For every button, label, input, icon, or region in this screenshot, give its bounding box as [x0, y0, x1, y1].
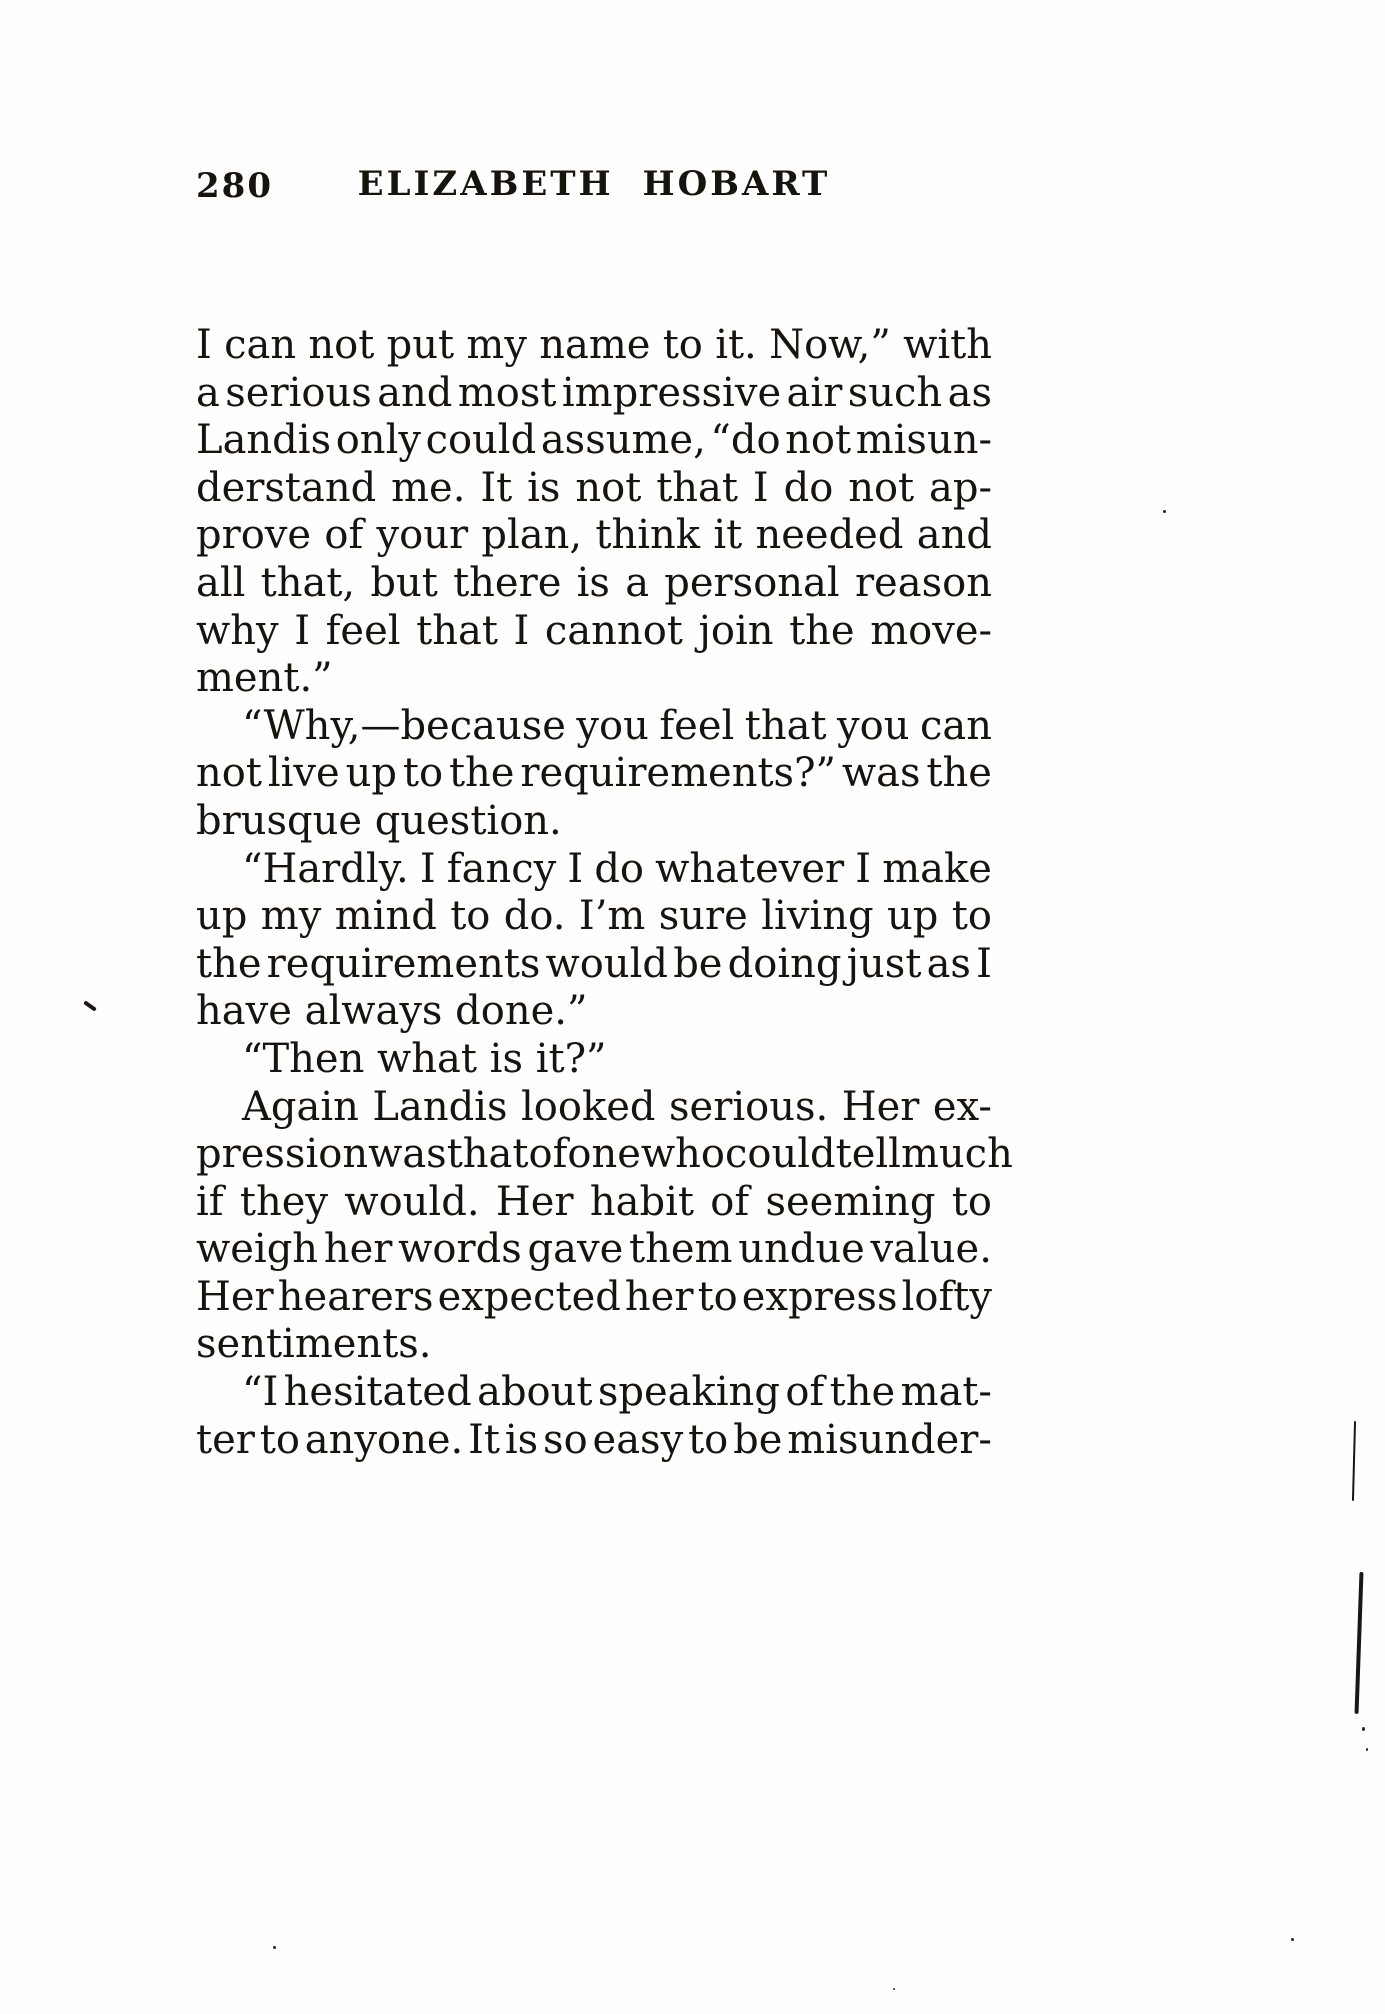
text-line: if they would. Her habit of seeming to [196, 1178, 992, 1225]
text-line: all that, but there is a personal reason [196, 559, 992, 606]
text-line: ter to anyone. It is so easy to be misunder- [196, 1416, 992, 1463]
scan-artifact-diagonal-mark [83, 1000, 97, 1011]
scan-artifact-vertical-line-2 [1355, 1572, 1364, 1714]
scan-speck [1163, 510, 1166, 513]
text-line: I can not put my name to it. Now,” with [196, 322, 992, 368]
text-line: weigh her words gave them undue value. [196, 1226, 992, 1273]
text-line: pression was that of one who could tell much [196, 1131, 1013, 1178]
text-line: up my mind to do. I’m sure living up to [196, 893, 992, 940]
page-header [196, 164, 992, 210]
scan-speck [893, 1988, 895, 1990]
scan-artifact-vertical-line-1 [1352, 1421, 1356, 1501]
text-line: ment.” [196, 655, 333, 702]
text-line: brusque question. [196, 797, 562, 844]
text-line: Again Landis looked serious. Her ex- [242, 1083, 992, 1130]
scan-speck [273, 1946, 276, 1949]
text-line: “I hesitated about speaking of the mat- [242, 1369, 992, 1416]
body-text [196, 322, 1013, 1464]
text-line: prove of your plan, think it needed and [196, 512, 992, 559]
scan-speck [1366, 1748, 1368, 1751]
text-line: “Hardly. I fancy I do whatever I make [242, 845, 992, 892]
text-line: sentiments. [196, 1321, 432, 1368]
text-line: Her hearers expected her to express lofty [196, 1273, 992, 1320]
text-line: “Why,—because you feel that you can [242, 702, 992, 749]
text-line: have always done.” [196, 988, 588, 1035]
scan-speck [1291, 1938, 1294, 1941]
text-line: not live up to the requirements?” was the [196, 750, 992, 797]
text-line: “Then what is it?” [242, 1035, 607, 1082]
page-number: 280 [196, 166, 273, 206]
text-line: why I feel that I cannot join the move- [196, 607, 992, 654]
scan-speck [1362, 1727, 1365, 1731]
text-line: Landis only could assume, “do not misun- [196, 417, 992, 464]
running-title: ELIZABETH HOBART [357, 164, 831, 204]
text-line: a serious and most impressive air such as [196, 369, 992, 416]
text-line: the requirements would be doing just as I [196, 940, 992, 987]
text-line: derstand me. It is not that I do not ap- [196, 464, 992, 511]
